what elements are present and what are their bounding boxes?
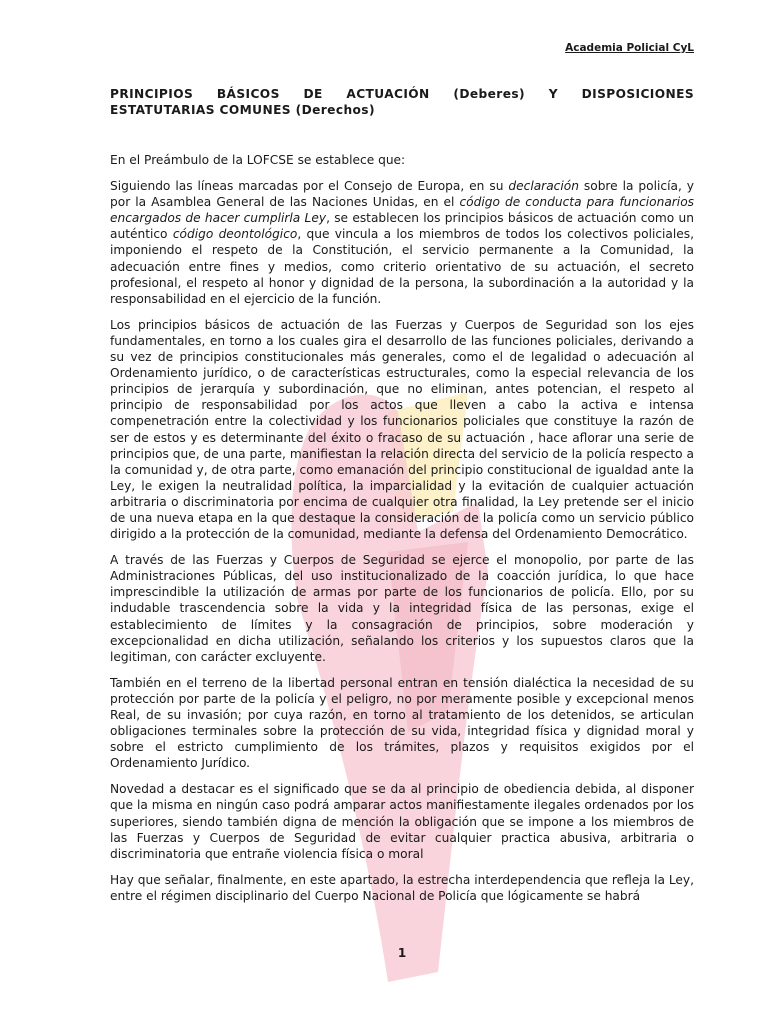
p1-segment: Siguiendo las líneas marcadas por el Consejo de Europa, en su (110, 179, 509, 194)
p1-emphasis: declaración (508, 179, 579, 194)
paragraph-4: También en el terreno de la libertad personal entran en tensión dialéctica la necesidad de su protección por parte de la policía y el peligro, no por meramente posible y excepcional menos Real, de su invasión; por cuya razón, en torno al tratamiento de los detenidos, se articulan obligaciones terminales sobre la protección de su vida, integridad física y dignidad moral y sobre el estricto cumplimiento de los trámites, plazos y requisitos exigidos por el Ordenamiento Jurídico. (110, 675, 694, 771)
intro-paragraph: En el Preámbulo de la LOFCSE se establece que: (110, 153, 406, 167)
title-line-1: PRINCIPIOS BÁSICOS DE ACTUACIÓN (Deberes) Y DISPOSICIONES (110, 87, 694, 101)
paragraph-5: Novedad a destacar es el significado que se da al principio de obediencia debida, al disponer que la misma en ningún caso podrá amparar actos manifiestamente ilegales ordenados por los superiores, siendo también digna de mención la obligación que se impone a los miembros de las Fuerzas y Cuerpos de Seguridad de evitar cualquier practica abusiva, arbitraria o discriminatoria que entrañe violencia física o moral (110, 782, 694, 861)
title-line-2: ESTATUTARIAS COMUNES (Derechos) (110, 103, 375, 117)
paragraph-2: Los principios básicos de actuación de las Fuerzas y Cuerpos de Seguridad son los ejes fundamentales, en torno a los cuales gira el desarrollo de las funciones policiales, derivando a su vez de principios constitucionales más generales, como el de legalidad o adecuación al Ordenamiento jurídico, o de características estructurales, como la especial relevancia de los principios de jerarquía y subordinación, que no eliminan, antes potencian, el respeto al principio de responsabilidad por los actos que lleven a cabo la activa e intensa compenetración entre la colectividad y los funcionarios policiales que constituye la razón de ser de estos y es determinante del éxito o fracaso de su actuación , hace aflorar una serie de principios que, de una parte, manifiestan la relación directa del servicio de la policía respecto a la comunidad y, de otra parte, como emanación del principio constitucional de igualdad ante la Ley, le exigen la neutralidad política, la imparcialidad y la evitación de cualquier actuación arbitraria o discriminatoria por encima de cualquier otra finalidad, la Ley pretende ser el inicio de una nueva etapa en la que destaque la consideración de la policía como un servicio público dirigido a la protección de la comunidad, mediante la defensa del Ordenamiento Democrático. (110, 317, 694, 542)
page-number: 1 (397, 946, 407, 960)
paragraph-3: A través de las Fuerzas y Cuerpos de Seguridad se ejerce el monopolio, por parte de las Administraciones Públicas, del uso institucionalizado de la coacción jurídica, lo que hace imprescindible la utilización de armas por parte de los funcionarios de policía. Ello, por su indudable trascendencia sobre la vida y la integridad física de las personas, exige el establecimiento de límites y la consagración de principios, sobre moderación y excepcionalidad en dicha utilización, señalando los criterios y los supuestos claros que la legitiman, con carácter excluyente. (110, 553, 694, 664)
p1-emphasis: código de conducta para funcionarios encargados de hacer cumplirla Ley (110, 195, 695, 226)
p1-segment: , se establecen los principios básicos de actuación como un auténtico (110, 211, 694, 242)
paragraph-6: Hay que señalar, finalmente, en este apartado, la estrecha interdependencia que refleja la Ley, entre el régimen disciplinario del Cuerpo Nacional de Policía que lógicamente se habrá (110, 872, 694, 903)
document-body (110, 152, 694, 914)
document-header: Academia Policial CyL (565, 42, 694, 54)
p1-segment: , que vincula a los miembros de todos los colectivos policiales, imponiendo el respeto de la Constitución, el servicio permanente a la Comunidad, la adecuación entre fines y medios, como criterio orientativo de su actuación, el secreto profesional, el respeto al honor y dignidad de la persona, la subordinación a la autoridad y la responsabilidad en el ejercicio de la función. (110, 227, 695, 306)
paragraph-1 (110, 178, 694, 307)
p1-segment: sobre la policía, y por la Asamblea General de las Naciones Unidas, en el (110, 179, 694, 210)
p1-emphasis: código deontológico (172, 227, 298, 242)
